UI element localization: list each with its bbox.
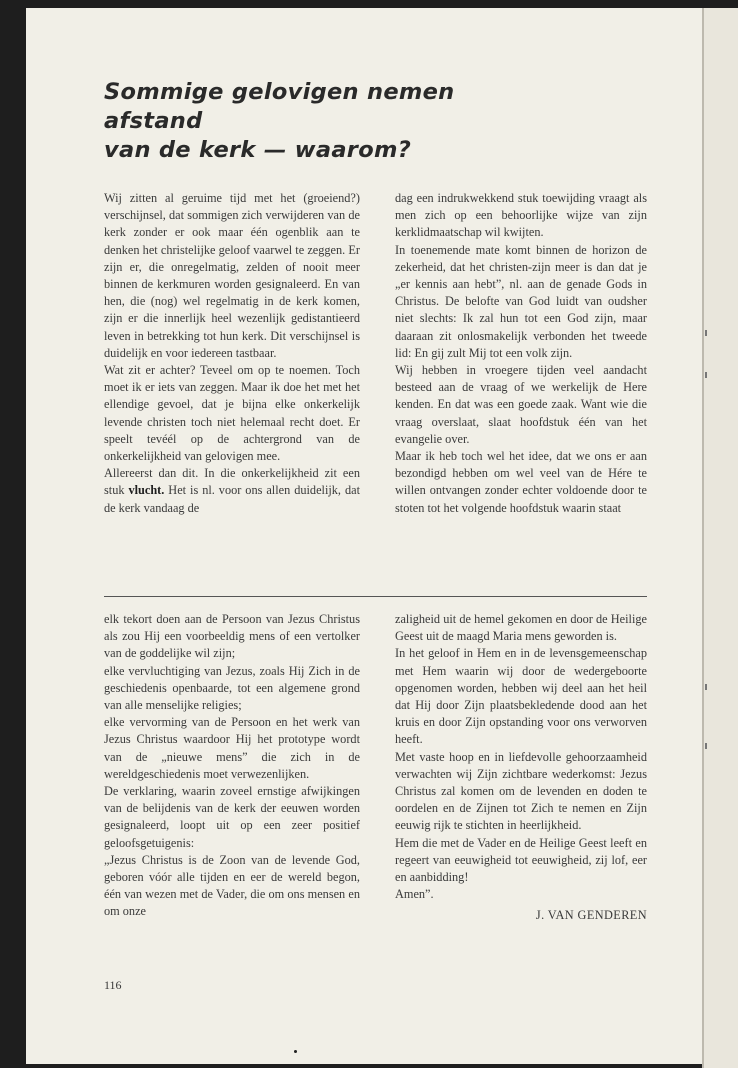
paragraph: Met vaste hoop en in liefdevolle gehoorzaamheid verwachten wij Zijn zichtbare wederkomst: Jezus Christus zal komen om de levenden en doden te oordelen en de Zijnen tot Zich te nemen en Zijn eeuwig rijk te stichten in heerlijkheid. bbox=[395, 749, 647, 833]
paragraph: In het geloof in Hem en in de levensgemeenschap met Hem waarin wij door de wedergeboorte opgenomen worden, hebben wij deel aan het heil dat Hij door Zijn plaatsbekledende dood aan het kruis en door Zijn opstanding voor ons verworven heeft. bbox=[395, 646, 647, 747]
bold-term: vlucht. bbox=[128, 483, 165, 498]
column-bottom-left bbox=[104, 611, 360, 921]
paragraph: elk tekort doen aan de Persoon van Jezus Christus als zou Hij een voorbeeldig mens of een vertolker van de goddelijke wil zijn; bbox=[104, 612, 360, 661]
paragraph: elke vervluchtiging van Jezus, zoals Hij Zich in de geschiedenis openbaarde, tot een algemene grond van alle menselijke religies; bbox=[104, 663, 360, 713]
margin-mark bbox=[705, 684, 707, 690]
paragraph: dag een indrukwekkend stuk toewijding vraagt als men zich op een behoorlijke wijze van zijn kerklidmaatschap wil kwijten. bbox=[395, 191, 647, 240]
page-gutter bbox=[702, 8, 738, 1068]
paragraph: Wij hebben in vroegere tijden veel aandacht besteed aan de vraag of we werkelijk de Here kenden. En dat was een goede zaak. Want wie die vraag overslaat, slaat hoofdstuk één van het evangelie over. bbox=[395, 363, 647, 446]
title-line-1: Sommige gelovigen nemen afstand bbox=[104, 79, 455, 134]
paragraph: Amen”. bbox=[395, 887, 434, 902]
author-signature: J. VAN GENDEREN bbox=[535, 908, 647, 923]
paragraph: zaligheid uit de hemel gekomen en door de Heilige Geest uit de maagd Maria mens geworden is. bbox=[395, 612, 647, 644]
title-line-2: van de kerk — waarom? bbox=[104, 137, 412, 163]
paragraph: In toenemende mate komt binnen de horizon de zekerheid, dat het christen-zijn meer is dan dat je „er kennis aan hebt”, nl. aan de genade Gods in Christus. De belofte van God luidt van oudsher niet slechts: Ik zal hun tot een God zijn, maar daaraan zit onlosmakelijk verbonden het tweede lid: En gij zult Mij tot een volk zijn. bbox=[395, 242, 647, 360]
paragraph: Maar ik heb toch wel het idee, dat we ons er aan bezondigd hebben om wel veel van de Hére te willen ontvangen zonder echter voldoende door te stoten tot het volgende hoofdstuk waarin staat bbox=[395, 449, 647, 515]
page-number: 116 bbox=[104, 978, 122, 992]
article-title bbox=[104, 78, 524, 165]
margin-mark bbox=[705, 330, 707, 336]
margin-mark bbox=[705, 743, 707, 749]
print-dot bbox=[294, 1050, 297, 1053]
paragraph bbox=[104, 465, 360, 517]
column-top-left bbox=[104, 190, 360, 517]
paragraph: De verklaring, waarin zoveel ernstige afwijkingen van de belijdenis van de kerk der eeuwen worden gesignaleerd, loopt uit op een zeer positief geloofsgetuigenis: bbox=[104, 784, 360, 850]
margin-mark bbox=[705, 372, 707, 378]
paragraph: Hem die met de Vader en de Heilige Geest leeft en regeert van eeuwigheid tot eeuwigheid, zij lof, eer en aanbidding! bbox=[395, 835, 647, 885]
paragraph: „Jezus Christus is de Zoon van de levende God, geboren vóór alle tijden en eer de wereld begon, één van wezen met de Vader, die om ons mensen en om onze bbox=[104, 852, 360, 919]
column-bottom-right bbox=[395, 611, 647, 925]
column-top-right bbox=[395, 190, 647, 517]
paragraph: Wat zit er achter? Teveel om op te noemen. Toch moet ik er iets van zeggen. Maar ik doe het met het ellendige gevoel, dat je bijna elke onkerkelijk levende christen toch niet helemaal recht doet. Er speelt tevéél op de achtergrond van de onkerkelijkheid van gelovigen mee. bbox=[104, 363, 360, 464]
paragraph: elke vervorming van de Persoon en het werk van Jezus Christus waardoor Hij het prototype wordt van de „nieuwe mens” die zich in de wereldgeschiedenis moet verwezenlijken. bbox=[104, 715, 360, 781]
paragraph-text: Allereerst dan dit. In die onkerkelijkheid zit een stuk bbox=[104, 466, 360, 498]
paragraph: Wij zitten al geruime tijd met het (groeiend?) verschijnsel, dat sommigen zich verwijderen van de kerk zonder er ook maar één ogenblik aan te denken het christelijke geloof vaarwel te zeggen. Er zijn er, die onregelmatig, zelden of nooit meer binnen de kerkmuren worden gesignaleerd. En van hen, die (nog) wel regelmatig in de kerk komen, zijn er die innerlijk heel wezenlijk gedistantieerd leven in betrekking tot hun kerk. Dit verschijnsel is duidelijk en voor iedereen tastbaar. bbox=[104, 191, 360, 360]
section-divider bbox=[104, 596, 647, 597]
paragraph-text: Het is nl. voor ons allen duidelijk, dat de kerk vandaag de bbox=[104, 483, 360, 515]
